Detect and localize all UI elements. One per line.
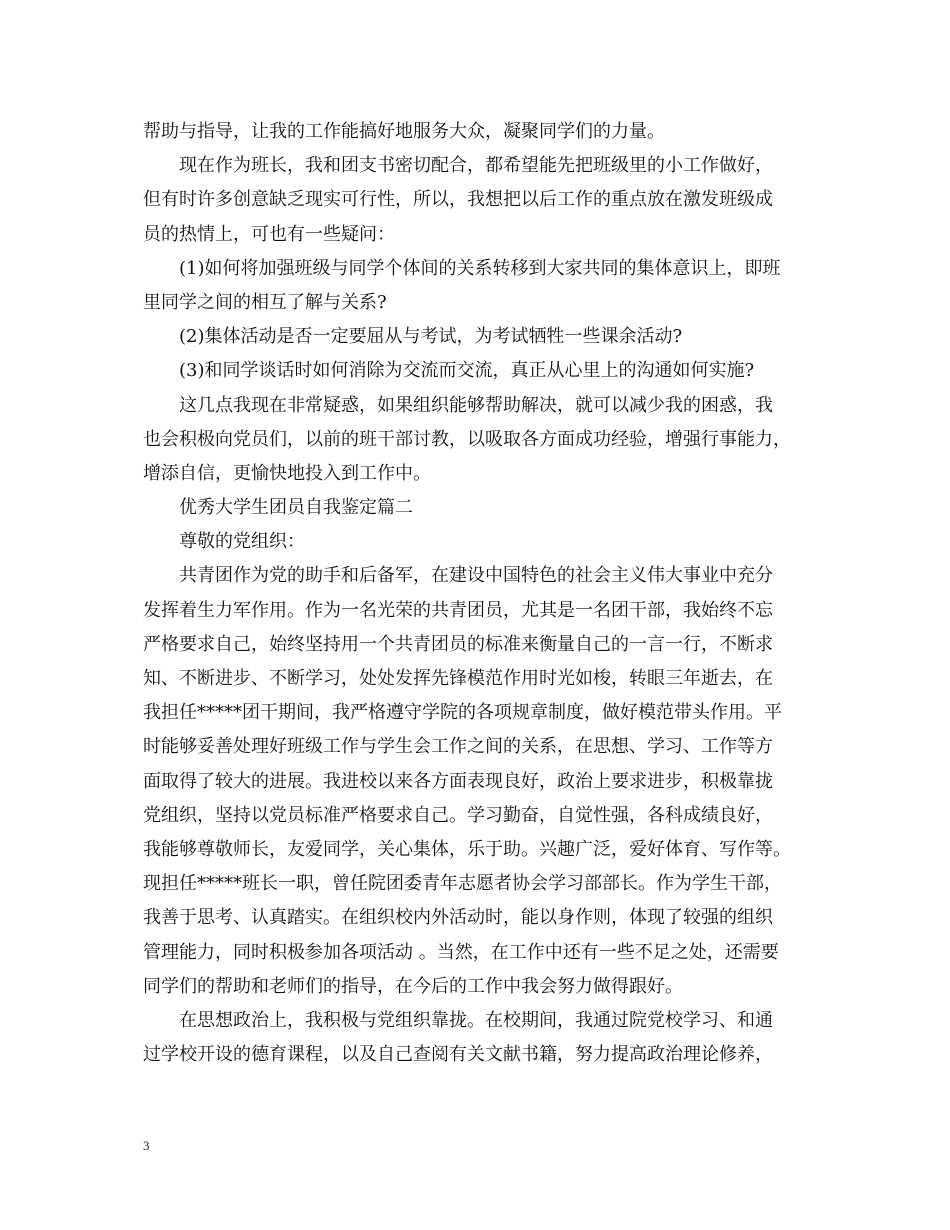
text-line: 过学校开设的德育课程，以及自己查阅有关文献书籍，努力提高政治理论修养， <box>143 1044 773 1066</box>
text-line: 但有时许多创意缺乏现实可行性，所以，我想把以后工作的重点放在激发班级成 <box>143 189 773 211</box>
text-line: 优秀大学生团员自我鉴定篇二 <box>179 497 413 519</box>
text-line: (1)如何将加强班级与同学个体间的关系转移到大家共同的集体意识上，即班 <box>179 257 781 279</box>
text-line: 知、不断进步、不断学习，处处发挥先锋模范作用时光如梭，转眼三年逝去，在 <box>143 668 773 689</box>
text-line: 现担任*****班长一职，曾任院团委青年志愿者协会学习部部长。作为学生干部， <box>143 873 782 895</box>
text-line: (2)集体活动是否一定要屈从与考试，为考试牺牲一些课余活动? <box>179 326 683 348</box>
text-line: 我担任*****团干期间，我严格遵守学院的各项规章制度，做好模范带头作用。平 <box>143 702 782 724</box>
text-line: 现在作为班长，我和团支书密切配合，都希望能先把班级里的小工作做好， <box>179 155 773 177</box>
text-line: 员的热情上，可也有一些疑问： <box>143 223 395 245</box>
text-line: 也会积极向党员们，以前的班干部讨教，以吸取各方面成功经验，增强行事能力， <box>143 428 791 450</box>
text-line: 里同学之间的相互了解与关系? <box>143 291 387 313</box>
text-line: 面取得了较大的进展。我进校以来各方面表现良好，政治上要求进步，积极靠拢 <box>143 770 773 792</box>
text-line: 党组织，坚持以党员标准严格要求自己。学习勤奋，自觉性强，各科成绩良好， <box>143 804 773 826</box>
text-line: 这几点我现在非常疑惑，如果组织能够帮助解决，就可以减少我的困惑，我 <box>179 394 773 416</box>
text-line: 尊敬的党组织： <box>179 531 305 553</box>
text-line: 增添自信，更愉快地投入到工作中。 <box>143 462 431 484</box>
text-line: 同学们的帮助和老师们的指导，在今后的工作中我会努力做得跟好。 <box>143 975 683 997</box>
text-line: 发挥着生力军作用。作为一名光荣的共青团员，尤其是一名团干部，我始终不忘 <box>143 599 773 621</box>
text-line: (3)和同学谈话时如何消除为交流而交流，真正从心里上的沟通如何实施? <box>179 360 755 382</box>
text-line: 严格要求自己，始终坚持用一个共青团员的标准来衡量自己的一言一行，不断求 <box>143 633 773 655</box>
text-line: 管理能力，同时积极参加各项活动 。当然，在工作中还有一些不足之处，还需要 <box>143 941 779 963</box>
text-line: 共青团作为党的助手和后备军，在建设中国特色的社会主义伟大事业中充分 <box>179 565 773 587</box>
text-line: 时能够妥善处理好班级工作与学生会工作之间的关系，在思想、学习、工作等方 <box>143 736 773 758</box>
text-line: 我能够尊敬师长，友爱同学，关心集体，乐于助。兴趣广泛，爱好体育、写作等。 <box>143 838 791 860</box>
document-body <box>143 115 828 1072</box>
page-number: 3 <box>143 1138 150 1153</box>
text-line: 在思想政治上，我积极与党组织靠拢。在校期间，我通过院党校学习、和通 <box>179 1009 773 1031</box>
text-line: 我善于思考、认真踏实。在组织校内外活动时，能以身作则，体现了较强的组织 <box>143 907 773 929</box>
text-line: 帮助与指导，让我的工作能搞好地服务大众，凝聚同学们的力量。 <box>143 121 665 142</box>
